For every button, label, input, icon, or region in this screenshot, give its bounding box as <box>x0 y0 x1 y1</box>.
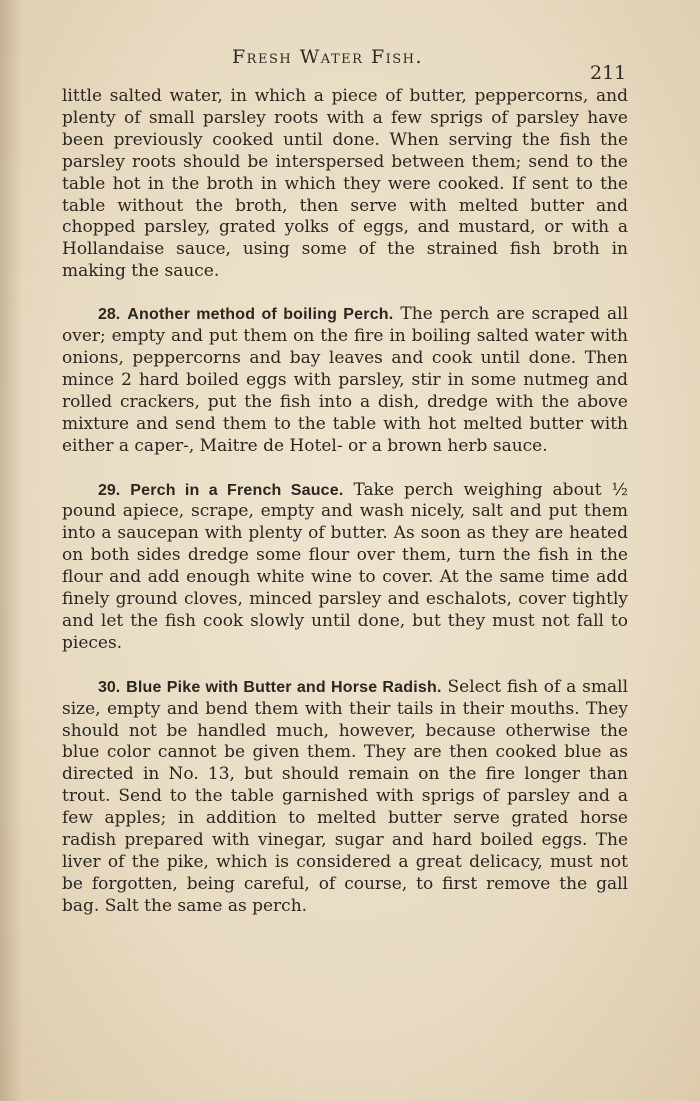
recipe-text: Select fish of a small size, empty and bend them with their tails in their mouths. They should not be handled much, however, because otherwise the blue color cannot be given them. They are then cooked blue as directed in No. 13, but should remain on the fire longer than trout. Send to the table garnished with sprigs of parsley and a few apples; in addition to melted butter serve grated horse radish prepared with vinegar, sugar and hard boiled eggs. The liver of the pike, which is considered a great delicacy, must not be forgotten, being careful, of course, to first remove the gall bag. Salt the same as perch. <box>62 676 629 916</box>
page-body <box>62 86 628 940</box>
recipe-text: The perch are scraped all over; empty and put them on the fire in boiling salted water with onions, peppercorns and bay leaves and cook until done. Then mince 2 hard boiled eggs with parsley, stir in some nutmeg and rolled crackers, put the fish into a dish, dredge with the above mixture and send them to the table with hot melted butter with either a caper-, Maitre de Hotel- or a brown herb sauce. <box>62 304 629 456</box>
page-header <box>0 44 700 84</box>
recipe-number: 28. <box>98 306 121 324</box>
recipe-29 <box>62 480 628 655</box>
recipe-title: Another method of boiling Perch. <box>127 306 394 324</box>
recipe-number: 29. <box>98 481 121 499</box>
recipe-28 <box>62 304 628 457</box>
recipe-number: 30. <box>98 678 121 696</box>
recipe-30 <box>62 677 628 918</box>
recipe-title: Perch in a French Sauce. <box>130 481 344 499</box>
continued-paragraph: little salted water, in which a piece of butter, peppercorns, and plenty of small parsley roots with a few sprigs of parsley have been previously cooked until done. When serving the fish the parsley roots should be interspersed between them; send to the table hot in the broth in which they were cooked. If sent to the table without the broth, then serve with melted butter and chopped parsley, grated yolks of eggs, and mustard, or with a Hollandaise sauce, using some of the strained fish broth in making the sauce. <box>62 86 628 282</box>
page-number: 211 <box>590 62 627 84</box>
recipe-text: Take perch weighing about ½ pound apiece, scrape, empty and wash nicely, salt and put them into a saucepan with plenty of butter. As soon as they are heated on both sides dredge some flour over them, turn the fish in the flour and add enough white wine to cover. At the same time add finely ground cloves, minced parsley and eschalots, cover tightly and let the fish cook slowly until done, but they must not fall to pieces. <box>62 479 629 653</box>
running-title: Fresh Water Fish. <box>232 46 424 68</box>
recipe-title: Blue Pike with Butter and Horse Radish. <box>126 678 442 696</box>
